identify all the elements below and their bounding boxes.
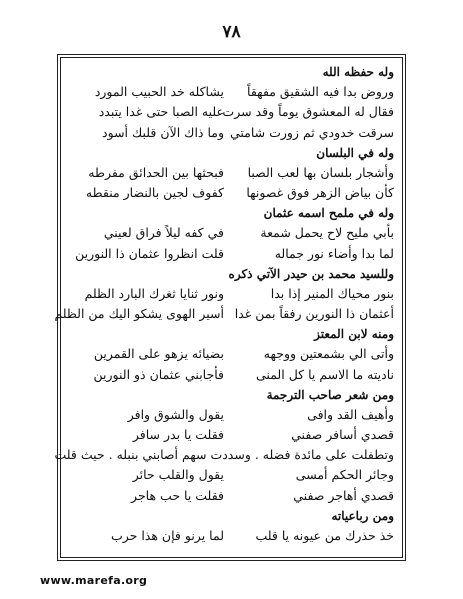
verse-left-hemistich: فأجابني عثمان ذو النورين bbox=[93, 367, 224, 382]
verse-left-hemistich: كفوف لجين بالنضار منقطه bbox=[85, 185, 224, 200]
section-heading: وله في ملمح اسمه عثمان bbox=[263, 206, 394, 220]
verse-right-hemistich: وأهيف القد وافى bbox=[307, 407, 394, 422]
section-heading: وله في البلسان bbox=[316, 146, 394, 160]
verse-left-hemistich: أسير الهوى يشكو اليك من الظلم bbox=[54, 306, 224, 321]
verse-left-hemistich: في كفه ليلاً فراق لعيني bbox=[103, 225, 224, 240]
verse-left-hemistich: وما ذاك الآن قلبك أسود bbox=[102, 125, 224, 140]
section-heading: وله حفظه الله bbox=[322, 65, 394, 79]
verse-right-hemistich: وأشجار بلسان بها لعب الصبا bbox=[247, 165, 394, 180]
verse-left-hemistich: لما يرنو فإن هذا حرب bbox=[110, 528, 224, 543]
verse-left-hemistich: عليه الصبا حتى غدا يتبدد bbox=[98, 104, 224, 119]
page-number: ٧٨ bbox=[222, 22, 241, 42]
verse-right-hemistich: أعثمان ذا النورين رفقاً بمن غدا bbox=[234, 306, 394, 321]
text-frame bbox=[54, 57, 403, 558]
verse-left-hemistich: يقول والشوق وافر bbox=[127, 407, 224, 422]
verse-left-hemistich: بضيائه يزهو على القمرين bbox=[93, 346, 224, 361]
verse-right-hemistich: ناديته ما الاسم يا كل المنى bbox=[256, 367, 394, 382]
verse-left-hemistich: يقول والقلب حائر bbox=[132, 467, 224, 482]
verse-left-hemistich: يشاكله خد الحبيب المورد bbox=[94, 84, 224, 99]
section-heading: وللسيد محمد بن حيدر الآتي ذكره bbox=[228, 267, 394, 281]
verse-left-hemistich: فقلت يا حب هاجر bbox=[131, 488, 224, 503]
verse-right-hemistich: فقال له المعشوق يوماً وقد سرت bbox=[222, 104, 394, 119]
verse-right-hemistich: بأبي مليح لاح يحمل شمعة bbox=[260, 225, 394, 240]
section-heading: ومن رباعياته bbox=[331, 509, 394, 523]
section-heading: ومنه لابن المعتز bbox=[314, 327, 394, 341]
verse-left-hemistich: قلت انظروا عثمان ذا النورين bbox=[75, 246, 224, 261]
verse-right-hemistich: قصدي أسافر صفني bbox=[291, 427, 394, 442]
verse-right-hemistich: كأن بياض الزهر فوق غصونها bbox=[246, 185, 394, 200]
verse-left-hemistich: فقلت يا بدر سافر bbox=[132, 427, 224, 442]
prose-line: وتطفلت على مائدة فضله . وسددت سهم أصابني بنبله . حيث قلت bbox=[54, 447, 394, 462]
watermark: www.marefa.org bbox=[40, 574, 148, 587]
verse-right-hemistich: خذ حذرك من عيونه يا قلب bbox=[255, 528, 394, 543]
verse-right-hemistich: سرقت خدودي ثم زورت شامتي bbox=[229, 125, 394, 140]
verse-left-hemistich: ونور ثنايا ثغرك البارد الظلم bbox=[84, 286, 224, 301]
verse-right-hemistich: وجائر الحكم أمسى bbox=[295, 467, 394, 482]
section-heading: ومن شعر صاحب الترجمة bbox=[266, 388, 394, 402]
verse-right-hemistich: قصدي أهاجر صفني bbox=[293, 488, 394, 503]
verse-right-hemistich: وأتى الي بشمعتين ووجهه bbox=[263, 346, 394, 361]
verse-right-hemistich: بنور محياك المنير إذا بدا bbox=[270, 286, 394, 301]
verse-right-hemistich: وروض بدا فيه الشقيق مفهقاً bbox=[247, 84, 394, 99]
verse-right-hemistich: لما بدا وأضاء نور جماله bbox=[274, 246, 394, 261]
verse-left-hemistich: فبحثها بين الحدائق مفرطه bbox=[88, 165, 224, 180]
